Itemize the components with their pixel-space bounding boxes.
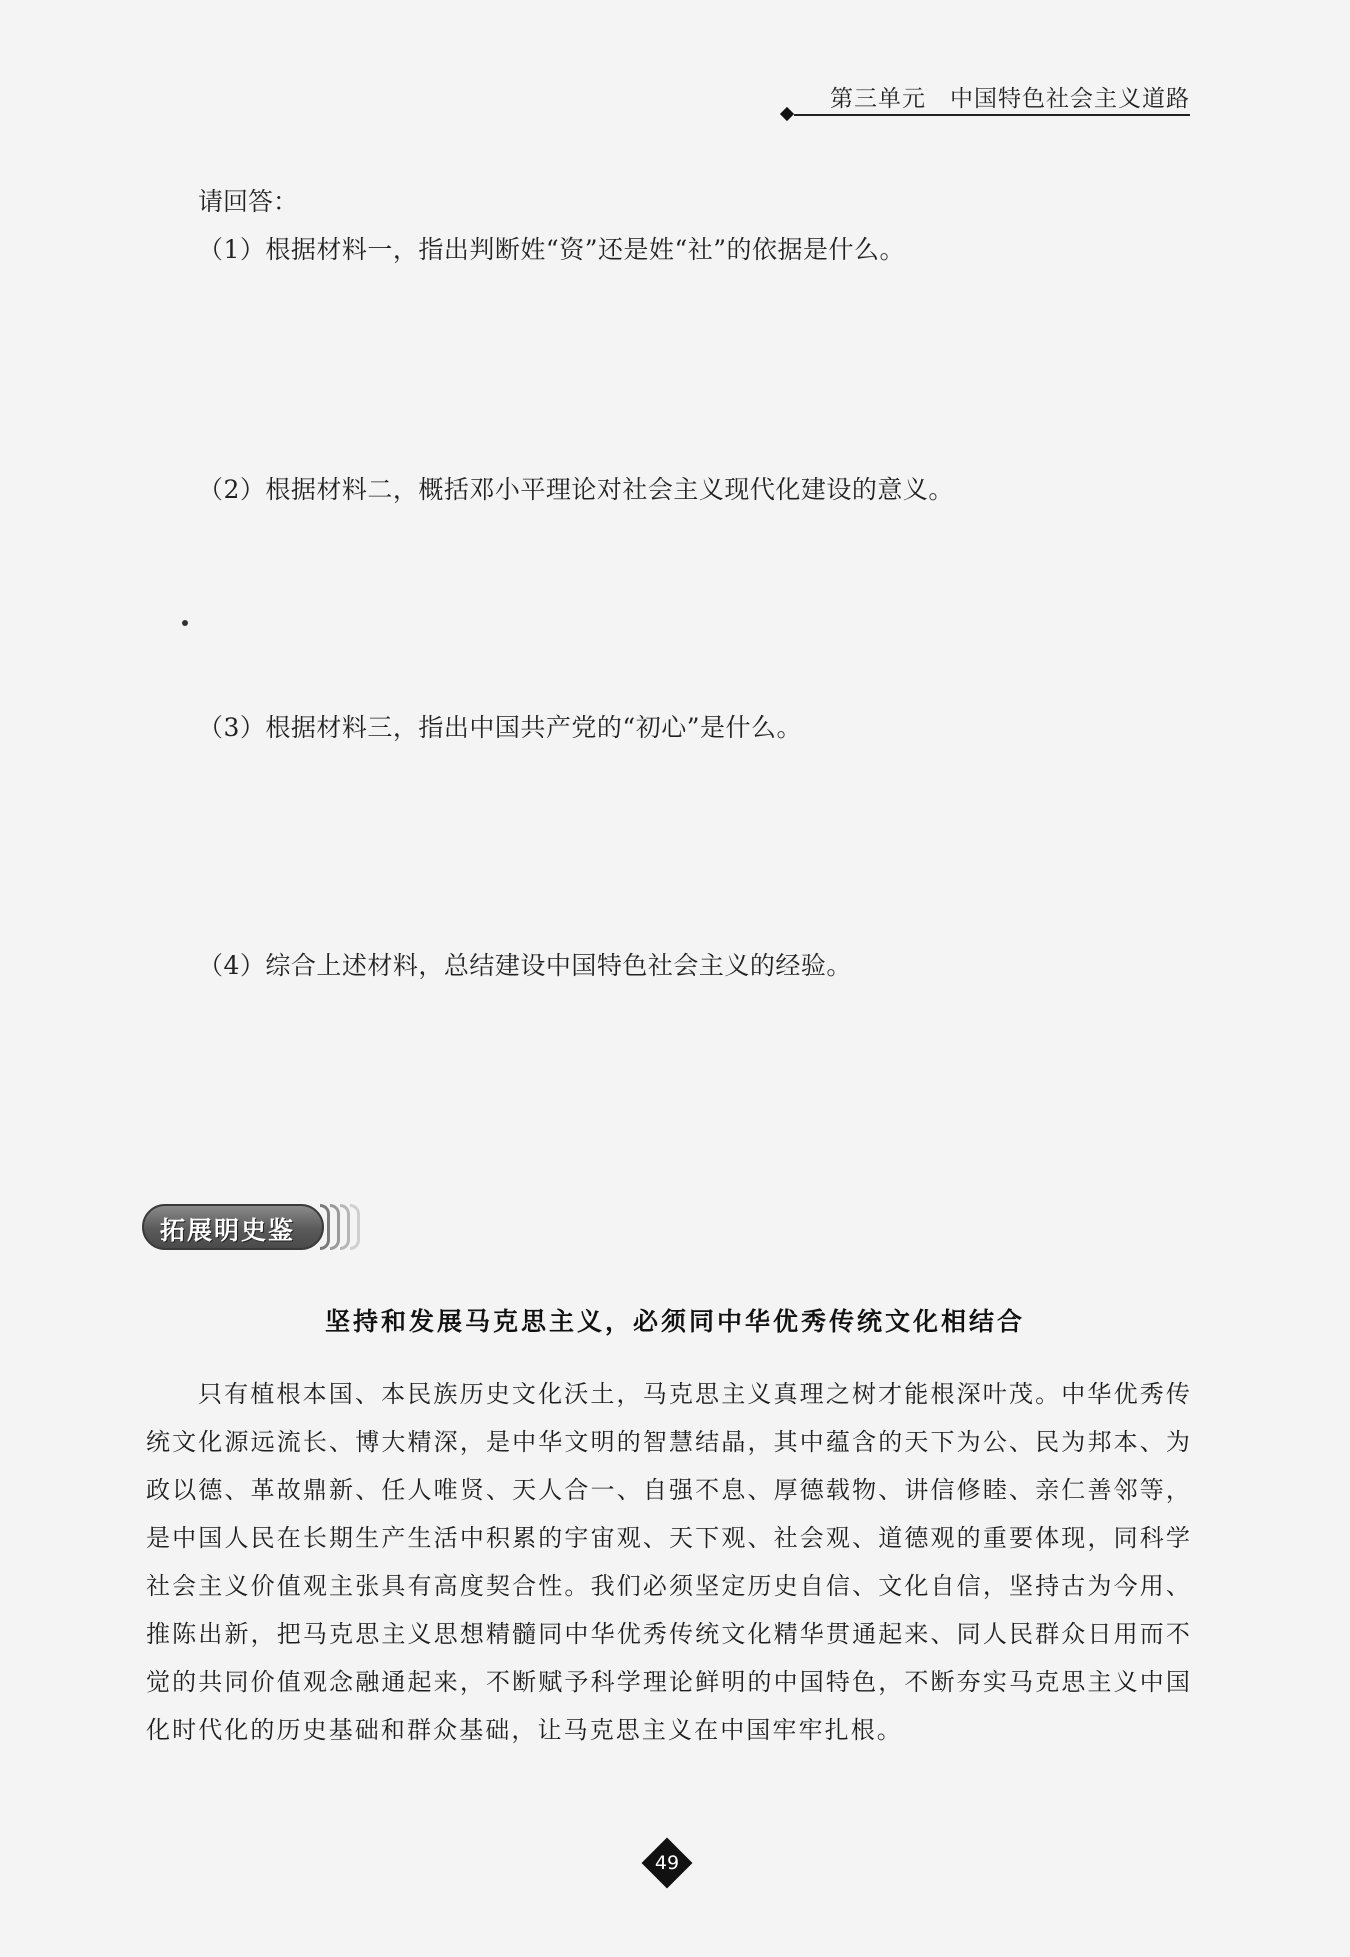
question-1: （1）根据材料一，指出判断姓“资”还是姓“社”的依据是什么。 xyxy=(198,235,906,264)
badge-arc-decoration xyxy=(340,1204,350,1250)
header-rule xyxy=(794,114,1190,116)
badge-arc-decoration xyxy=(330,1204,340,1250)
header-text xyxy=(830,80,1190,113)
article-title: 坚持和发展马克思主义，必须同中华优秀传统文化相结合 xyxy=(324,1307,1025,1336)
header-unit: 第三单元 xyxy=(830,86,926,112)
badge-arc-decoration xyxy=(350,1204,360,1250)
section-badge xyxy=(142,1204,360,1254)
article-body: 只有植根本国、本民族历史文化沃土，马克思主义真理之树才能根深叶茂。中华优秀传统文化源远流长、博大精深，是中华文明的智慧结晶，其中蕴含的天下为公、民为邦本、为政以德、革故鼎新、任人唯贤、天人合一、自强不息、厚德载物、讲信修睦、亲仁善邻等，是中国人民在长期生产生活中积累的宇宙观、天下观、社会观、道德观的重要体现，同科学社会主义价值观主张具有高度契合性。我们必须坚定历史自信、文化自信，坚持古为今用、推陈出新，把马克思主义思想精髓同中华优秀传统文化精华贯通起来、同人民群众日用而不觉的共同价值观念融通起来，不断赋予科学理论鲜明的中国特色，不断夯实马克思主义中国化时代化的历史基础和群众基础，让马克思主义在中国牢牢扎根。 xyxy=(146,1380,1192,1744)
question-3: （3）根据材料三，指出中国共产党的“初心”是什么。 xyxy=(198,713,802,742)
stray-ink-mark xyxy=(182,620,188,626)
question-4: （4）综合上述材料，总结建设中国特色社会主义的经验。 xyxy=(198,951,852,980)
page-number xyxy=(646,1842,688,1884)
question-2: （2）根据材料二，概括邓小平理论对社会主义现代化建设的意义。 xyxy=(198,475,954,504)
header-diamond-icon xyxy=(780,107,794,121)
running-header xyxy=(780,80,1190,116)
header-title: 中国特色社会主义道路 xyxy=(950,86,1190,112)
answer-prompt: 请回答： xyxy=(198,187,299,216)
page-number-text: 49 xyxy=(654,1852,680,1874)
badge-label: 拓展明史鉴 xyxy=(160,1216,296,1245)
